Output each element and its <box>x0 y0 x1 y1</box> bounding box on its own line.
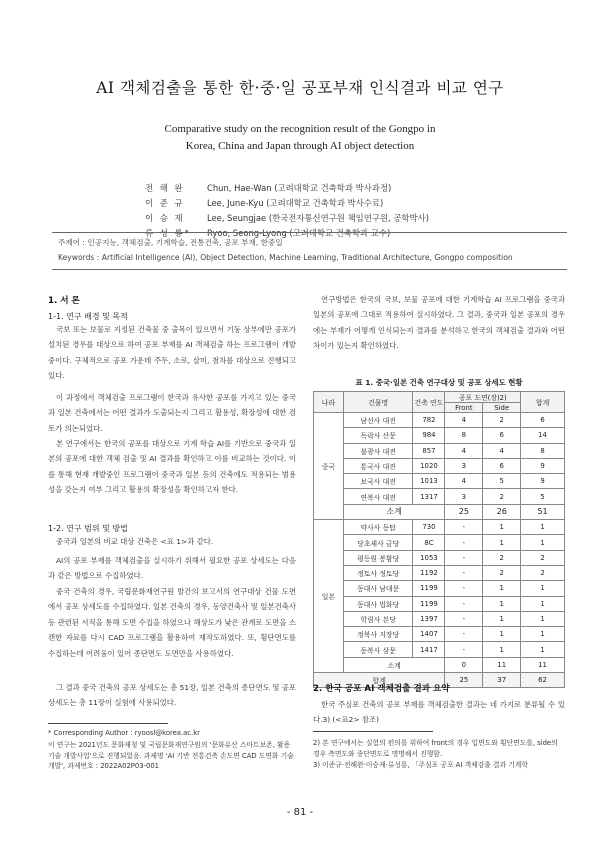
author-name: 이 승 재 <box>145 213 185 223</box>
side-cell: 4 <box>483 443 521 458</box>
author-info: Ryoo, Seong-Lyong (고려대학교 건축학과 교수) <box>207 228 391 238</box>
side-cell: 1 <box>483 642 521 657</box>
building-name-cell: 학림사 본당 <box>343 611 413 626</box>
building-name-cell: 동대사 남대문 <box>343 581 413 596</box>
total-cell: 1 <box>521 520 565 535</box>
author-info: Lee, Seungjae (한국전자통신연구원 책임연구원, 공학박사) <box>207 213 429 223</box>
table-row <box>314 627 565 642</box>
total-cell: 1 <box>521 596 565 611</box>
table-row <box>314 413 565 428</box>
country-cell-china: 중국 <box>314 413 344 520</box>
front-cell: 25 <box>445 673 483 688</box>
total-cell: 1 <box>521 611 565 626</box>
year-cell: 1407 <box>413 627 445 642</box>
side-cell: 6 <box>483 428 521 443</box>
year-cell: 1199 <box>413 596 445 611</box>
total-cell: 1 <box>521 627 565 642</box>
front-cell: 3 <box>445 489 483 504</box>
side-cell: 1 <box>483 520 521 535</box>
front-cell: - <box>445 581 483 596</box>
paragraph: 중국과 일본의 비교 대상 건축은 <표 1>과 같다. <box>56 537 214 546</box>
author-row <box>145 211 505 226</box>
footnote-divider <box>48 723 168 724</box>
header-gongpo: 공포 도면(장)2) <box>445 392 521 403</box>
grand-total-label: 합계 <box>314 673 445 688</box>
building-table <box>313 391 565 688</box>
year-cell: 730 <box>413 520 445 535</box>
building-name-cell: 불광사 대전 <box>343 443 413 458</box>
front-cell: - <box>445 596 483 611</box>
header-total: 합계 <box>521 392 565 413</box>
author-info: Lee, June-Kyu (고려대학교 건축학과 박사수료) <box>207 198 384 208</box>
table-row <box>314 550 565 565</box>
building-name-cell: 평등원 봉황당 <box>343 550 413 565</box>
building-name-cell: 동복사 삼문 <box>343 642 413 657</box>
footnote-corresponding-author: * Corresponding Author : ryoosl@korea.ac.kr <box>48 729 200 737</box>
front-cell: - <box>445 565 483 580</box>
front-cell: - <box>445 520 483 535</box>
front-cell: 25 <box>445 504 483 519</box>
year-cell: 1397 <box>413 611 445 626</box>
year-cell: 1020 <box>413 458 445 473</box>
front-cell: - <box>445 642 483 657</box>
country-cell-japan: 일본 <box>314 520 344 673</box>
table-row <box>314 565 565 580</box>
front-cell: - <box>445 627 483 642</box>
subtotal-label: 소계 <box>343 657 445 672</box>
paragraph: 한국 주심포 건축의 공포 부재를 객체검출한 결과는 네 가지로 분류될 수 있다.3) (<표2> 참조) <box>313 700 565 725</box>
side-cell: 5 <box>483 474 521 489</box>
table-row <box>314 535 565 550</box>
side-cell: 2 <box>483 550 521 565</box>
paragraph: 연구방법은 한국의 국보, 보물 공포에 대한 기계학습 AI 프로그램을 중국과 일본의 공포에 그대로 적용하여 실시하였다. 그 결과, 중국과 일본 공포의 경우에는 부재가 어떻게 인식되는지 결과를 분석하고 한국의 객체검출 결과와 어떤 차이가 있는지 확인하였다. <box>313 295 565 351</box>
total-cell: 6 <box>521 413 565 428</box>
front-cell: 3 <box>445 458 483 473</box>
subtotal-label: 소계 <box>343 504 445 519</box>
year-cell: 1199 <box>413 581 445 596</box>
table-row <box>314 489 565 504</box>
total-cell: 9 <box>521 474 565 489</box>
side-cell: 2 <box>483 413 521 428</box>
header-country: 나라 <box>314 392 344 413</box>
year-cell: 1192 <box>413 565 445 580</box>
total-cell: 51 <box>521 504 565 519</box>
building-name-cell: 연복사 대전 <box>343 489 413 504</box>
side-cell: 1 <box>483 611 521 626</box>
year-cell: 1317 <box>413 489 445 504</box>
total-cell: 9 <box>521 458 565 473</box>
table-row <box>314 581 565 596</box>
section-heading-introduction: 1. 서 론 <box>48 296 80 306</box>
author-name: 전 해 완 <box>145 183 185 193</box>
section-heading-korea-summary: 2. 한국 공포 AI 객체검출 결과 요약 <box>313 684 450 694</box>
table-row <box>314 428 565 443</box>
paragraph: 중국 건축의 경우, 국립문화재연구원 발간의 보고서의 연구대상 건물 도면에서 공포 상세도를 수집하였다. 일본 건축의 경우, 동양건축사 및 일본건축사 등 관련된 서적을 통해 도면 수집을 하였으나 해상도가 낮은 관계로 도면을 스캔한 자료를 다시 CAD 프로그램을 활용하여 재작도하였다. 또, 횡단면도를 수집하는데 어려움이 있어 종단면도 도면만을 사용하였다. <box>48 587 296 658</box>
author-info: Chun, Hae-Wan (고려대학교 건축학과 박사과정) <box>207 183 392 193</box>
side-cell: 1 <box>483 535 521 550</box>
total-cell: 2 <box>521 565 565 580</box>
side-cell: 2 <box>483 489 521 504</box>
year-cell: 8C <box>413 535 445 550</box>
total-cell: 62 <box>521 673 565 688</box>
total-cell: 11 <box>521 657 565 672</box>
header-building: 건물명 <box>343 392 413 413</box>
building-name-cell: 통국사 대전 <box>343 458 413 473</box>
table-row <box>314 611 565 626</box>
front-cell: 4 <box>445 443 483 458</box>
front-cell: - <box>445 550 483 565</box>
paragraph: AI의 공포 부재를 객체검출을 실시하기 위해서 필요한 공포 상세도는 다음과 같은 방법으로 수집하였다. <box>48 556 296 581</box>
building-name-cell: 정토사 정토당 <box>343 565 413 580</box>
author-row <box>145 196 505 211</box>
side-cell: 1 <box>483 581 521 596</box>
keywords-korean: 주제어 : 인공지능, 객체검출, 기계학습, 전통건축, 공포 부재, 한중일 <box>58 238 283 247</box>
footnote-divider <box>313 731 433 732</box>
author-name: 류 성 룡* <box>145 228 191 238</box>
total-cell: 1 <box>521 642 565 657</box>
subsection-heading-background: 1-1. 연구 배경 및 목적 <box>48 312 128 321</box>
side-cell: 26 <box>483 504 521 519</box>
paragraph: 국보 또는 보물로 지정된 건축물 중 출목이 있으면서 기둥 상부에만 공포가 설치된 경우를 대상으로 하여 공포 부재를 AI 객체검출 하는 프로그램이 개발중이다. 구체적으로 공포 가운데 주두, 소로, 살미, 첨차를 대상으로 진행되고 있다. <box>48 325 296 381</box>
year-cell: 1013 <box>413 474 445 489</box>
side-cell: 6 <box>483 458 521 473</box>
total-cell: 14 <box>521 428 565 443</box>
table-row <box>314 443 565 458</box>
paragraph: 이 과정에서 객체검출 프로그램이 한국과 유사한 공포를 가지고 있는 중국과 일본 건축에서는 어떤 결과가 도출되는지 그리고 활용성, 확장성에 대한 검토가 의논되었다. <box>48 393 296 433</box>
total-cell: 8 <box>521 443 565 458</box>
year-cell: 1417 <box>413 642 445 657</box>
front-cell: 0 <box>445 657 483 672</box>
table-caption: 표 1. 중국·일본 건축 연구대상 및 공포 상세도 현황 <box>355 378 523 387</box>
building-name-cell: 독락사 산문 <box>343 428 413 443</box>
header-front: Front <box>445 403 483 413</box>
building-name-cell: 약사사 동탑 <box>343 520 413 535</box>
footnote-funding: 이 연구는 2021년도 문화재청 및 국립문화재연구원의 '문화유산 스마트보존, 활용 기술 개발사업'으로 진행되었음. 과제명 'AI 기반 전통건축 손도면 CAD 도면화 기술 개발', 과제번호 : 2022A02P03-001 <box>48 741 294 770</box>
side-cell: 37 <box>483 673 521 688</box>
side-cell: 11 <box>483 657 521 672</box>
table-row <box>314 458 565 473</box>
paragraph: 그 결과 중국 건축의 공포 상세도는 총 51장, 일본 건축의 종단면도 및 공포 상세도는 총 11장이 실험에 사용되었다. <box>48 683 296 708</box>
keywords-english: Keywords : Artificial Intelligence (AI), Object Detection, Machine Learning, Traditional Architecture, Gongpo composition <box>58 253 513 262</box>
building-name-cell: 동대사 법화당 <box>343 596 413 611</box>
front-cell: - <box>445 535 483 550</box>
paper-title-english-line1: Comparative study on the recognition result of the Gongpo in <box>164 123 436 135</box>
paper-title-english-line2: Korea, China and Japan through AI object detection <box>185 140 415 152</box>
total-cell: 2 <box>521 550 565 565</box>
paper-title-korean: AI 객체검출을 통한 한·중·일 공포부재 인식결과 비교 연구 <box>96 79 504 97</box>
table-row <box>314 474 565 489</box>
table-row <box>314 520 565 535</box>
front-cell: 4 <box>445 413 483 428</box>
year-cell: 1053 <box>413 550 445 565</box>
subtotal-row-china <box>314 504 565 519</box>
subsection-heading-scope: 1-2. 연구 범위 및 방법 <box>48 524 128 533</box>
total-cell: 5 <box>521 489 565 504</box>
side-cell: 2 <box>483 565 521 580</box>
paragraph: 본 연구에서는 한국의 공포를 대상으로 기계 학습 AI를 기반으로 중국과 일본의 공포에 대한 객체 검출 및 AI 결과를 확인하고 이를 비교하는 것이다. 이를 통해 현재 개발중인 프로그램이 중국과 일본 등의 건축에도 적용되는 범용성을 갖는지 여부 그리고 활용의 확장성을 확인하고자 한다. <box>48 439 296 495</box>
header-side: Side <box>483 403 521 413</box>
header-year: 건축 연도 <box>413 392 445 413</box>
year-cell: 782 <box>413 413 445 428</box>
table-row <box>314 642 565 657</box>
table-row <box>314 596 565 611</box>
side-cell: 1 <box>483 627 521 642</box>
front-cell: 8 <box>445 428 483 443</box>
building-name-cell: 당초제사 금당 <box>343 535 413 550</box>
author-row <box>145 181 505 196</box>
page-number: - 81 - <box>286 807 314 818</box>
footnote-2: 2) 본 연구에서는 실험의 편의를 위하여 front의 경우 입면도와 횡단면도를, side의 경우 측면도와 종단면도로 명명해서 진행함. <box>313 739 558 758</box>
subtotal-row-japan <box>314 657 565 672</box>
total-cell: 1 <box>521 581 565 596</box>
author-name: 이 준 규 <box>145 198 185 208</box>
building-name-cell: 정복사 지장당 <box>343 627 413 642</box>
front-cell: - <box>445 611 483 626</box>
building-name-cell: 보국사 대전 <box>343 474 413 489</box>
side-cell: 1 <box>483 596 521 611</box>
front-cell: 4 <box>445 474 483 489</box>
building-name-cell: 남선사 대전 <box>343 413 413 428</box>
total-cell: 1 <box>521 535 565 550</box>
year-cell: 857 <box>413 443 445 458</box>
footnote-3: 3) 이준규·전해완·이승재·류성룡, 「주심포 공포 AI 객체검출 결과 기계학 <box>313 761 528 769</box>
year-cell: 984 <box>413 428 445 443</box>
